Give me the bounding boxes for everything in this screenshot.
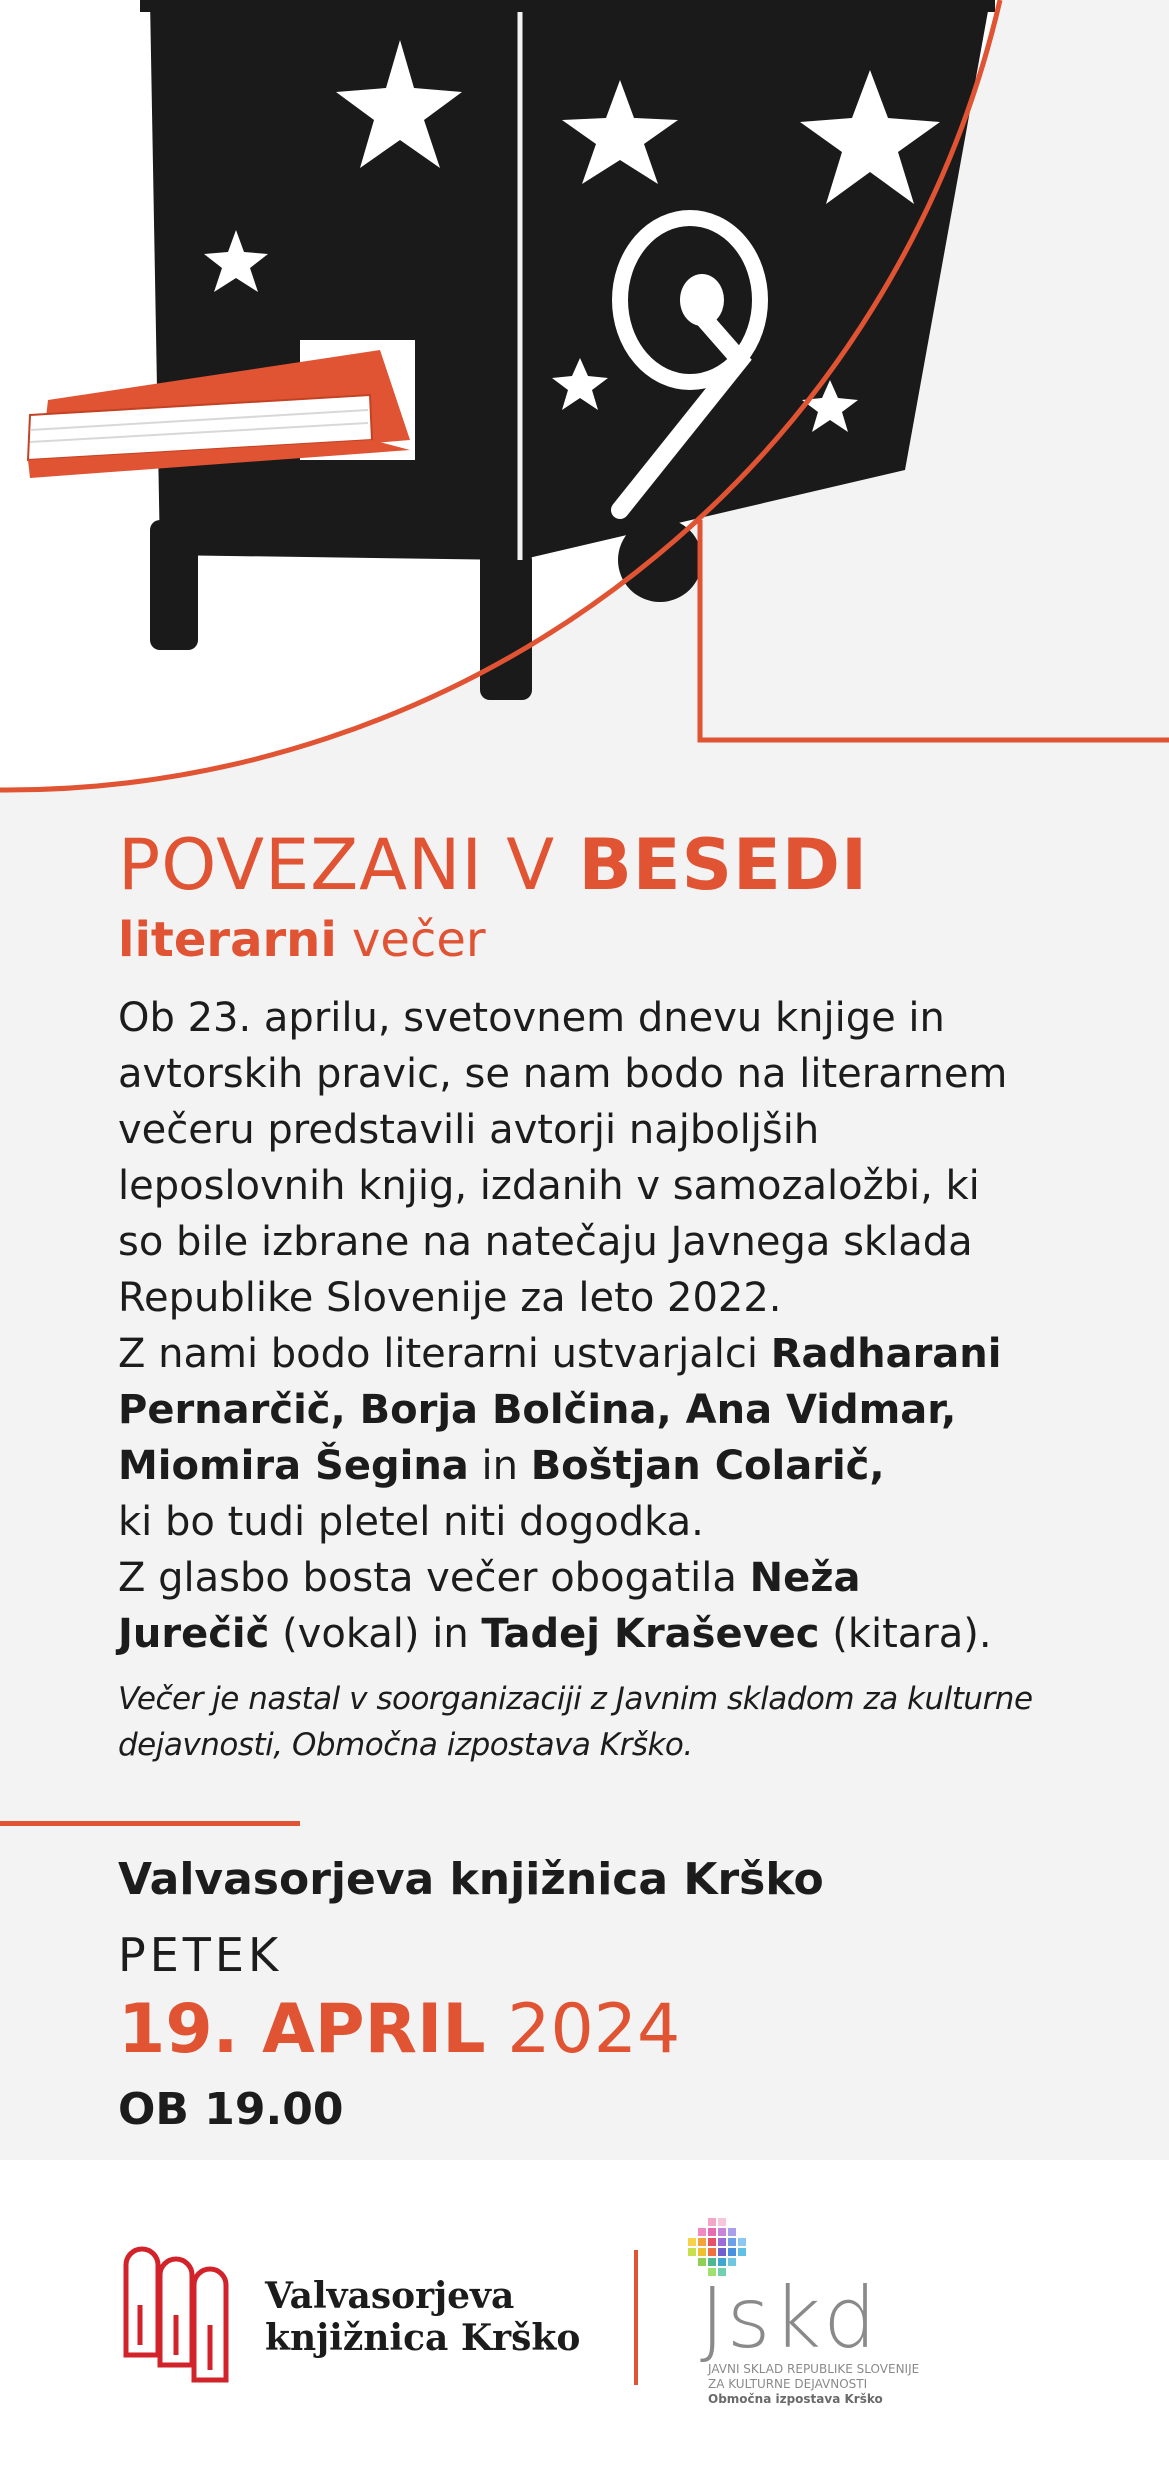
book-machine-illustration [0,0,1169,800]
event-title: POVEZANI V BESEDI [118,824,868,906]
logo-separator [634,2250,638,2385]
description [118,990,1118,1662]
description-line: Ob 23. aprilu, svetovnem dnevu knjige in [118,995,945,1041]
event-subtitle: literarni večer [118,912,486,968]
description-line: Z nami bodo literarni ustvarjalci Radharani [118,1331,1002,1377]
jskd-logo-text: Jskd [700,2269,879,2367]
event-venue: Valvasorjeva knjižnica Krško [118,1854,824,1905]
organizer-note: Večer je nastal v soorganizaciji z Javnim skladom za kulturne dejavnosti, Območna izpostava Krško. [118,1681,1033,1763]
description-line: Miomira Šegina in Boštjan Colarič, [118,1443,885,1489]
library-logo-icon [120,2245,230,2385]
description-line: avtorskih pravic, se nam bodo na literarnem [118,1051,1008,1097]
description-line: so bile izbrane na natečaju Javnega sklada [118,1219,973,1265]
description-line: ki bo tudi pletel niti dogodka. [118,1499,704,1545]
description-line: Jurečič (vokal) in Tadej Kraševec (kitara). [118,1611,992,1657]
event-date: 19. APRIL 2024 [118,1990,681,2069]
event-day: PETEK [118,1928,283,1982]
event-time: OB 19.00 [118,2084,344,2135]
jskd-subtitle: JAVNI SKLAD REPUBLIKE SLOVENIJE ZA KULTURNE DEJAVNOSTI Območna izpostava Krško [708,2362,920,2406]
description-line: leposlovnih knjig, izdanih v samozaložbi, ki [118,1163,980,1209]
main-content [118,820,1118,1768]
description-line: večeru predstavili avtorji najboljših [118,1107,820,1153]
description-line: Z glasbo bosta večer obogatila Neža [118,1555,861,1601]
library-name: Valvasorjeva knjižnica Krško [265,2275,581,2359]
description-line: Pernarčič, Borja Bolčina, Ana Vidmar, [118,1387,957,1433]
section-divider [0,1821,300,1826]
description-line: Republike Slovenije za leto 2022. [118,1275,782,1321]
